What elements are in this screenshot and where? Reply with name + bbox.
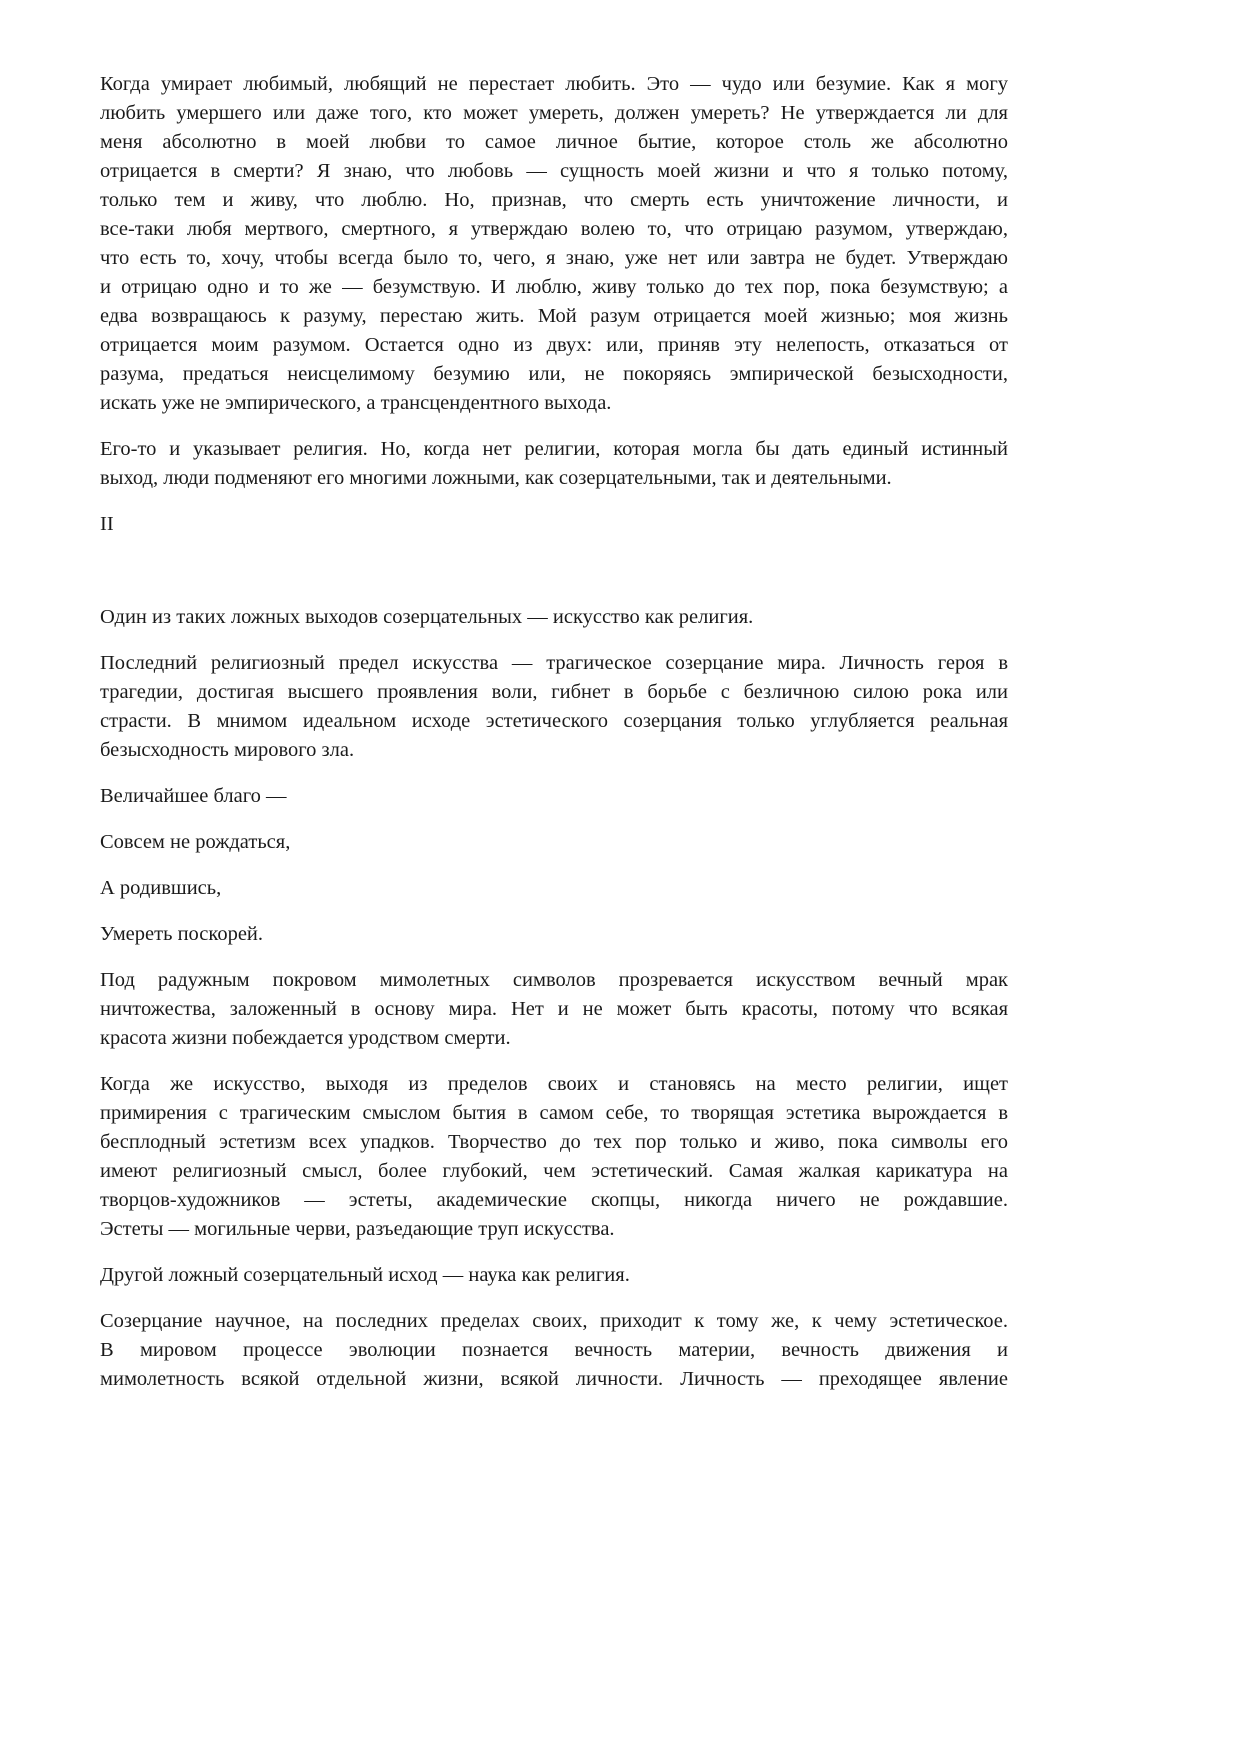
- text-line: Когда умирает любимый, любящий не перестает любить. Это — чудо или безумие. Как я могу: [100, 73, 1008, 95]
- text-line: Созерцание научное, на последних пределах своих, приходит к тому же, к чему эстетическое.: [100, 1310, 1008, 1332]
- text-line: Его-то и указывает религия. Но, когда нет религии, которая могла бы дать единый истинный: [100, 438, 1008, 460]
- text-line: творцов-художников — эстеты, академические скопцы, никогда ничего не рождавшие.: [100, 1189, 1008, 1211]
- text-line: меня абсолютно в моей любви то самое личное бытие, которое столь же абсолютно: [100, 131, 1008, 153]
- text-line: все-таки любя мертвого, смертного, я утверждаю волею то, что отрицаю разумом, утверждаю,: [100, 218, 1008, 240]
- text-line: отрицается в смерти? Я знаю, что любовь — сущность моей жизни и что я только потому,: [100, 160, 1008, 182]
- text-line: едва возвращаюсь к разуму, перестаю жить. Мой разум отрицается моей жизнью; моя жизнь: [100, 305, 1008, 327]
- text-line: красота жизни побеждается уродством смерти.: [100, 1027, 511, 1049]
- paragraph: [100, 782, 1008, 811]
- paragraph: [100, 1307, 1008, 1394]
- text-line: Когда же искусство, выходя из пределов своих и становясь на место религии, ищет: [100, 1073, 1008, 1095]
- document-page: [100, 70, 1008, 1411]
- paragraph: [100, 874, 1008, 903]
- text-line: безысходность мирового зла.: [100, 739, 355, 761]
- paragraph: [100, 603, 1008, 632]
- paragraph: [100, 828, 1008, 857]
- text-line: страсти. В мнимом идеальном исходе эстетического созерцания только углубляется реальная: [100, 710, 1008, 732]
- text-line: и отрицаю одно и то же — безумствую. И люблю, живу только до тех пор, пока безумствую; а: [100, 276, 1008, 298]
- text-line: любить умершего или даже того, кто может умереть, должен умереть? Не утверждается ли для: [100, 102, 1008, 124]
- text-line: А родившись,: [100, 877, 222, 899]
- text-line: трагедии, достигая высшего проявления воли, гибнет в борьбе с безличною силою рока или: [100, 681, 1008, 703]
- text-line: Умереть поскорей.: [100, 923, 264, 945]
- text-line: искать уже не эмпирического, а трансцендентного выхода.: [100, 392, 612, 414]
- paragraph: [100, 1070, 1008, 1244]
- text-line: отрицается моим разумом. Остается одно из двух: или, приняв эту нелепость, отказаться от: [100, 334, 1008, 356]
- paragraph: [100, 649, 1008, 765]
- text-line: Под радужным покровом мимолетных символов прозревается искусством вечный мрак: [100, 969, 1008, 991]
- text-line: Один из таких ложных выходов созерцательных — искусство как религия.: [100, 606, 754, 628]
- blank-space: [100, 556, 1008, 603]
- text-line: ничтожества, заложенный в основу мира. Нет и не может быть красоты, потому что всякая: [100, 998, 1008, 1020]
- text-line: что есть то, хочу, чтобы всегда было то, чего, я знаю, уже нет или завтра не будет. Утверждаю: [100, 247, 1008, 269]
- text-line: Совсем не рождаться,: [100, 831, 291, 853]
- paragraph: [100, 920, 1008, 949]
- text-line: Последний религиозный предел искусства — трагическое созерцание мира. Личность героя в: [100, 652, 1008, 674]
- paragraph: [100, 1261, 1008, 1290]
- text-line: Величайшее благо —: [100, 785, 287, 807]
- text-line: мимолетность всякой отдельной жизни, всякой личности. Личность — преходящее явление: [100, 1368, 1008, 1390]
- text-line: В мировом процессе эволюции познается вечность материи, вечность движения и: [100, 1339, 1008, 1361]
- paragraph: [100, 70, 1008, 418]
- paragraph: [100, 435, 1008, 493]
- text-line: примирения с трагическим смыслом бытия в самом себе, то творящая эстетика вырождается в: [100, 1102, 1008, 1124]
- text-line: Другой ложный созерцательный исход — наука как религия.: [100, 1264, 630, 1286]
- paragraph: [100, 966, 1008, 1053]
- section-heading: [100, 510, 1008, 539]
- text-line: имеют религиозный смысл, более глубокий, чем эстетический. Самая жалкая карикатура на: [100, 1160, 1008, 1182]
- text-line: II: [100, 513, 114, 535]
- text-line: только тем и живу, что люблю. Но, признав, что смерть есть уничтожение личности, и: [100, 189, 1008, 211]
- text-line: Эстеты — могильные черви, разъедающие труп искусства.: [100, 1218, 615, 1240]
- text-line: выход, люди подменяют его многими ложными, как созерцательными, так и деятельными.: [100, 467, 892, 489]
- text-line: разума, предаться неисцелимому безумию или, не покоряясь эмпирической безысходности,: [100, 363, 1008, 385]
- text-line: бесплодный эстетизм всех упадков. Творчество до тех пор только и живо, пока символы его: [100, 1131, 1008, 1153]
